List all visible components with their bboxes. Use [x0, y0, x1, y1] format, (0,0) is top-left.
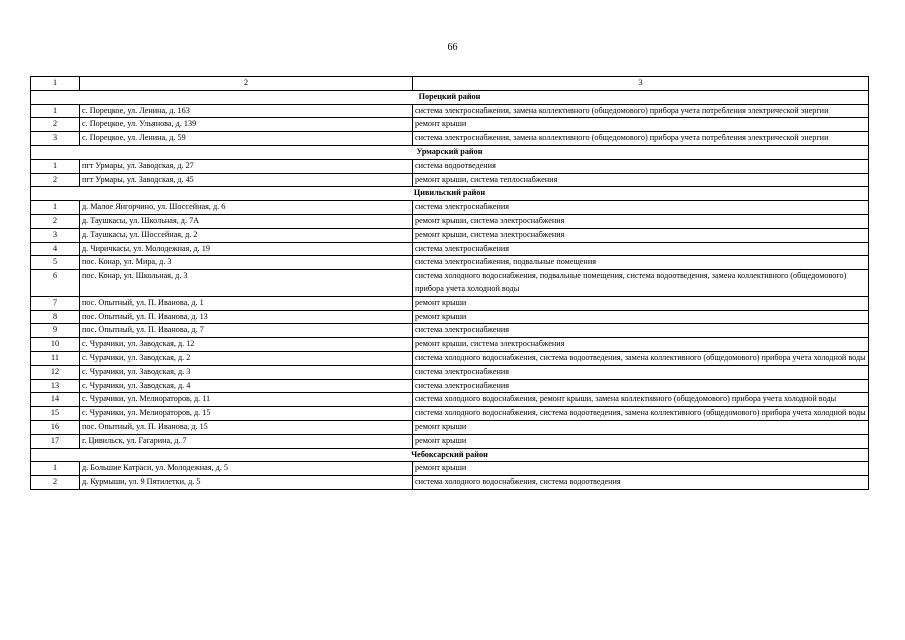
row-number: 8: [31, 310, 80, 324]
work-type-cell: ремонт крыши, система электроснабжения: [413, 338, 869, 352]
address-cell: д. Таушкасы, ул. Шоссейная, д. 2: [80, 228, 413, 242]
table-body: [31, 77, 869, 490]
table-row: [31, 379, 869, 393]
address-cell: с. Чурачики, ул. Заводская, д. 4: [80, 379, 413, 393]
address-cell: г. Цивильск, ул. Гагарина, д. 7: [80, 434, 413, 448]
work-type-cell: система электроснабжения: [413, 242, 869, 256]
table-row: [31, 270, 869, 297]
address-cell: пос. Опытный, ул. П. Иванова, д. 15: [80, 420, 413, 434]
address-cell: пгт Урмары, ул. Заводская, д. 27: [80, 159, 413, 173]
row-number: 6: [31, 270, 80, 297]
table-row: [31, 118, 869, 132]
work-type-cell: система холодного водоснабжения, система водоотведения: [413, 476, 869, 490]
row-number: 9: [31, 324, 80, 338]
address-cell: пос. Конар, ул. Школьная, д. 3: [80, 270, 413, 297]
row-number: 1: [31, 201, 80, 215]
table-row: [31, 393, 869, 407]
work-type-cell: система электроснабжения: [413, 201, 869, 215]
table-row: [31, 476, 869, 490]
address-cell: с. Порецкое, ул. Ленина, д. 59: [80, 132, 413, 146]
section-title: Цивильский район: [31, 187, 869, 201]
work-type-cell: система электроснабжения, подвальные помещения: [413, 256, 869, 270]
row-number: 2: [31, 118, 80, 132]
row-number: 2: [31, 476, 80, 490]
section-title: Урмарский район: [31, 145, 869, 159]
section-header-row: [31, 448, 869, 462]
address-cell: с. Порецкое, ул. Ленина, д. 163: [80, 104, 413, 118]
table-row: [31, 351, 869, 365]
column-number-3: 3: [413, 77, 869, 91]
table-row: [31, 420, 869, 434]
table-row: [31, 104, 869, 118]
section-title: Чебоксарский район: [31, 448, 869, 462]
table-row: [31, 365, 869, 379]
address-cell: с. Чурачики, ул. Заводская, д. 3: [80, 365, 413, 379]
address-cell: с. Чурачики, ул. Мелиораторов, д. 15: [80, 407, 413, 421]
row-number: 4: [31, 242, 80, 256]
address-cell: д. Малое Янгорчино, ул. Шоссейная, д. 6: [80, 201, 413, 215]
column-number-1: 1: [31, 77, 80, 91]
work-type-cell: система электроснабжения, замена коллективного (общедомового) прибора учета потребления электрической энергии: [413, 104, 869, 118]
row-number: 10: [31, 338, 80, 352]
row-number: 3: [31, 132, 80, 146]
page-number: 66: [447, 42, 458, 53]
address-cell: пгт Урмары, ул. Заводская, д. 45: [80, 173, 413, 187]
table-row: [31, 242, 869, 256]
address-cell: с. Чурачики, ул. Заводская, д. 12: [80, 338, 413, 352]
table-row: [31, 462, 869, 476]
work-type-cell: ремонт крыши: [413, 420, 869, 434]
table-row: [31, 338, 869, 352]
table-row: [31, 173, 869, 187]
table-row: [31, 407, 869, 421]
table-row: [31, 256, 869, 270]
table-row: [31, 132, 869, 146]
table-row: [31, 214, 869, 228]
work-type-cell: ремонт крыши, система электроснабжения: [413, 228, 869, 242]
row-number: 3: [31, 228, 80, 242]
section-title: Порецкий район: [31, 90, 869, 104]
work-type-cell: система водоотведения: [413, 159, 869, 173]
table-row: [31, 296, 869, 310]
section-header-row: [31, 187, 869, 201]
row-number: 11: [31, 351, 80, 365]
table-row: [31, 434, 869, 448]
table-row: [31, 201, 869, 215]
work-type-cell: система электроснабжения, замена коллективного (общедомового) прибора учета потребления электрической энергии: [413, 132, 869, 146]
row-number: 1: [31, 462, 80, 476]
address-cell: с. Чурачики, ул. Мелиораторов, д. 11: [80, 393, 413, 407]
row-number: 2: [31, 173, 80, 187]
work-type-cell: ремонт крыши: [413, 434, 869, 448]
row-number: 16: [31, 420, 80, 434]
row-number: 17: [31, 434, 80, 448]
address-cell: д. Чиричкасы, ул. Молодежная, д. 19: [80, 242, 413, 256]
table-row: [31, 310, 869, 324]
work-type-cell: система холодного водоснабжения, система водоотведения, замена коллективного (общедомового) прибора учета холодной воды: [413, 407, 869, 421]
row-number: 12: [31, 365, 80, 379]
work-type-cell: система электроснабжения: [413, 365, 869, 379]
row-number: 5: [31, 256, 80, 270]
work-type-cell: ремонт крыши: [413, 118, 869, 132]
row-number: 15: [31, 407, 80, 421]
table-row: [31, 228, 869, 242]
address-cell: пос. Опытный, ул. П. Иванова, д. 13: [80, 310, 413, 324]
row-number: 1: [31, 159, 80, 173]
work-type-cell: система холодного водоснабжения, подвальные помещения, система водоотведения, замена коллективного (общедомового) прибора учета холодной воды: [413, 270, 869, 297]
row-number: 1: [31, 104, 80, 118]
work-type-cell: система электроснабжения: [413, 379, 869, 393]
section-header-row: [31, 90, 869, 104]
work-type-cell: ремонт крыши: [413, 296, 869, 310]
address-cell: д. Курмыши, ул. 9 Пятилетки, д. 5: [80, 476, 413, 490]
address-cell: пос. Опытный, ул. П. Иванова, д. 7: [80, 324, 413, 338]
work-type-cell: ремонт крыши: [413, 310, 869, 324]
work-type-cell: ремонт крыши, система теплоснабжения: [413, 173, 869, 187]
row-number: 14: [31, 393, 80, 407]
address-cell: д. Таушкасы, ул. Школьная, д. 7А: [80, 214, 413, 228]
row-number: 2: [31, 214, 80, 228]
work-type-cell: система холодного водоснабжения, ремонт крыши, замена коллективного (общедомового) прибора учета холодной воды: [413, 393, 869, 407]
address-cell: с. Чурачики, ул. Заводская, д. 2: [80, 351, 413, 365]
column-number-2: 2: [80, 77, 413, 91]
work-type-cell: система электроснабжения: [413, 324, 869, 338]
address-cell: пос. Конар, ул. Мира, д. 3: [80, 256, 413, 270]
row-number: 13: [31, 379, 80, 393]
table-row: [31, 159, 869, 173]
column-number-row: [31, 77, 869, 91]
work-type-cell: ремонт крыши, система электроснабжения: [413, 214, 869, 228]
address-cell: с. Порецкое, ул. Ульянова, д. 139: [80, 118, 413, 132]
address-cell: пос. Опытный, ул. П. Иванова, д. 1: [80, 296, 413, 310]
address-cell: д. Большие Катраси, ул. Молодежная, д. 5: [80, 462, 413, 476]
work-type-cell: ремонт крыши: [413, 462, 869, 476]
repair-table: [30, 76, 869, 490]
section-header-row: [31, 145, 869, 159]
table-row: [31, 324, 869, 338]
row-number: 7: [31, 296, 80, 310]
work-type-cell: система холодного водоснабжения, система водоотведения, замена коллективного (общедомового) прибора учета холодной воды: [413, 351, 869, 365]
